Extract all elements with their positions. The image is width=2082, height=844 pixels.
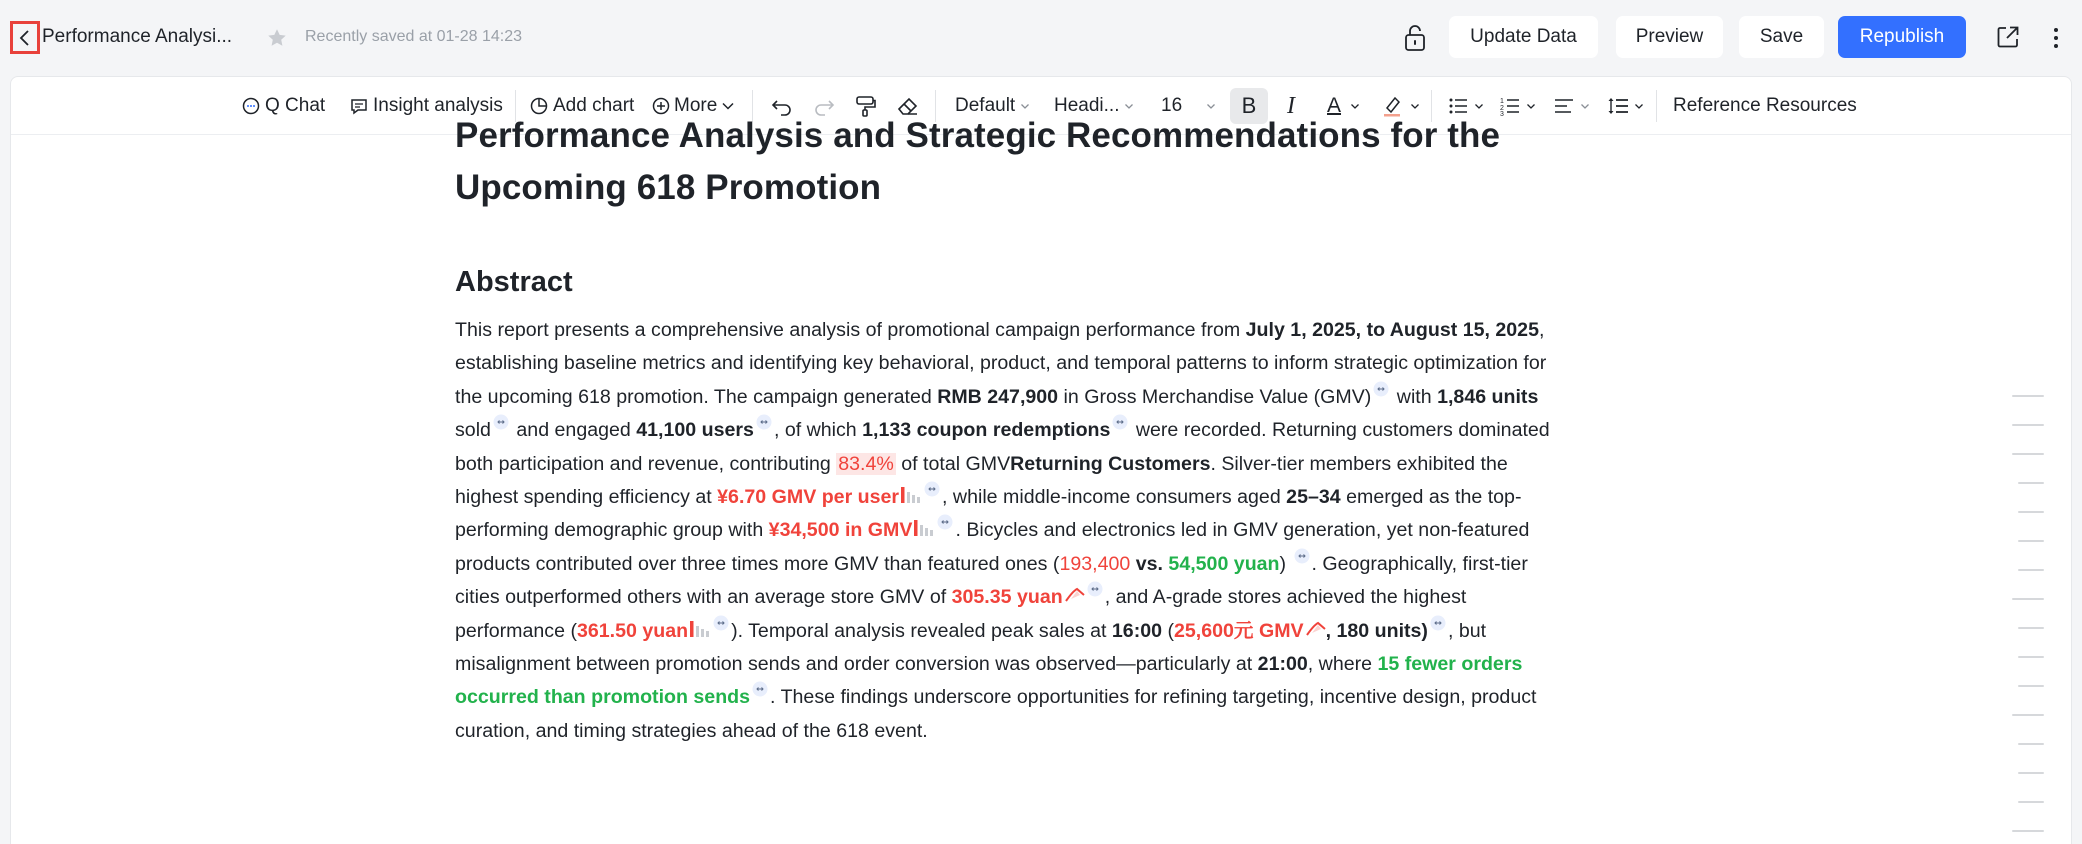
text-run: This report presents a comprehensive analysis of promotional campaign performance from bbox=[455, 319, 1246, 341]
outline-marker[interactable] bbox=[2018, 743, 2044, 745]
save-button[interactable]: Save bbox=[1739, 16, 1824, 58]
text-run: ). Temporal analysis revealed peak sales at bbox=[731, 619, 1112, 642]
red-metric: 25,600元 GMV bbox=[1174, 619, 1304, 642]
abstract-paragraph[interactable] bbox=[455, 314, 1565, 748]
lock-icon[interactable] bbox=[1401, 23, 1429, 53]
red-metric: ¥6.70 GMV per user bbox=[717, 486, 900, 509]
red-metric: 361.50 yuan bbox=[576, 619, 689, 642]
bold-run: vs. bbox=[1130, 552, 1169, 575]
svg-text:1: 1 bbox=[1500, 98, 1504, 105]
bar-chart-icon bbox=[900, 485, 922, 505]
bold-run: 1,133 coupon redemptions bbox=[862, 419, 1111, 442]
outline-marker[interactable] bbox=[2012, 598, 2044, 600]
outline-marker[interactable] bbox=[2012, 830, 2044, 832]
text-run: emerged as the top-performing demographic group with bbox=[455, 486, 1522, 542]
preview-button[interactable]: Preview bbox=[1616, 16, 1723, 58]
q-chat-button[interactable] bbox=[241, 93, 325, 119]
data-link-icon[interactable] bbox=[493, 414, 509, 430]
bar-chart-icon bbox=[689, 619, 711, 639]
text-run: . These findings underscore opportunities for refining targeting, incentive design, product curation, and timing strategies ahead of the 618 event. bbox=[455, 686, 1537, 742]
line-spacing-icon bbox=[1607, 95, 1629, 117]
text-run: , establishing baseline metrics and identifying key behavioral, product, and temporal patterns to inform strategic optimization for the upcoming 618 promotion. The campaign generated bbox=[455, 319, 1547, 408]
outline-marker[interactable] bbox=[2012, 714, 2044, 716]
document-heading[interactable]: Performance Analysis and Strategic Recommendations for the Upcoming 618 Promotion bbox=[455, 116, 1501, 207]
document-title[interactable]: Performance Analysi... bbox=[42, 26, 233, 47]
text-run: , where bbox=[1307, 653, 1378, 676]
update-data-button[interactable]: Update Data bbox=[1449, 16, 1598, 58]
outline-marker[interactable] bbox=[2018, 656, 2044, 658]
text-run: , while middle-income consumers aged bbox=[942, 486, 1287, 509]
bold-run: July 1, 2025, to August 15, 2025 bbox=[1245, 319, 1539, 341]
text-run: ( bbox=[1162, 619, 1174, 642]
data-link-icon[interactable] bbox=[713, 615, 729, 631]
text-run: . Geographically, first-tier cities outperformed others with an average store GMV of bbox=[455, 552, 1528, 609]
bold-run: 1,846 units bbox=[1437, 385, 1539, 408]
svg-text:3: 3 bbox=[1500, 111, 1504, 117]
outline-marker[interactable] bbox=[2018, 772, 2044, 774]
data-link-icon[interactable] bbox=[1294, 548, 1310, 564]
more-label: More bbox=[674, 95, 718, 116]
document-content[interactable] bbox=[455, 110, 1565, 748]
bold-glyph: B bbox=[1241, 93, 1257, 118]
text-run: . Bicycles and electronics led in GMV generation, yet non-featured products contributed over three times more GMV than featured ones ( bbox=[455, 519, 1530, 575]
red-metric: 193,400 bbox=[1059, 552, 1131, 575]
font-size-value: 16 bbox=[1161, 95, 1183, 116]
data-link-icon[interactable] bbox=[1087, 581, 1103, 597]
data-link-icon[interactable] bbox=[924, 481, 940, 497]
text-run: sold bbox=[455, 419, 491, 442]
document-outline-navigator[interactable] bbox=[2004, 395, 2044, 815]
italic-glyph: I bbox=[1287, 92, 1295, 119]
bold-run: 21:00 bbox=[1257, 653, 1308, 676]
data-link-icon[interactable] bbox=[1112, 414, 1128, 430]
outline-marker[interactable] bbox=[2012, 395, 2044, 397]
toolbar-divider bbox=[1656, 90, 1657, 122]
outline-marker[interactable] bbox=[2018, 482, 2044, 484]
outline-marker[interactable] bbox=[2012, 453, 2044, 455]
save-status: Recently saved at 01-28 14:23 bbox=[305, 28, 523, 45]
text-run: . Silver-tier members exhibited the highest spending efficiency at bbox=[455, 452, 1508, 509]
bar-chart-icon bbox=[913, 518, 935, 538]
red-metric: ¥34,500 in GMV bbox=[768, 519, 913, 542]
text-run: ) bbox=[1279, 552, 1287, 575]
data-link-icon[interactable] bbox=[756, 414, 772, 430]
outline-marker[interactable] bbox=[2018, 627, 2044, 629]
text-run: in Gross Merchandise Value (GMV) bbox=[1058, 385, 1372, 408]
green-metric: 15 fewer orders occurred than promotion sends bbox=[455, 653, 1523, 709]
green-metric: 54,500 yuan bbox=[1168, 552, 1280, 575]
more-vertical-icon[interactable] bbox=[2048, 24, 2064, 52]
outline-marker[interactable] bbox=[2018, 685, 2044, 687]
bold-run: 41,100 users bbox=[636, 419, 754, 442]
bold-run: 16:00 bbox=[1111, 619, 1163, 642]
svg-text:2: 2 bbox=[1500, 105, 1504, 112]
text-run: and engaged bbox=[510, 419, 637, 442]
outline-marker[interactable] bbox=[2018, 511, 2044, 513]
font-family-value: Default bbox=[955, 95, 1016, 116]
outline-marker[interactable] bbox=[2018, 540, 2044, 542]
data-link-icon[interactable] bbox=[1430, 615, 1446, 631]
bold-run: , 180 units) bbox=[1325, 619, 1428, 642]
chat-bubble-icon bbox=[241, 96, 261, 116]
star-icon[interactable] bbox=[266, 27, 288, 49]
republish-button[interactable]: Republish bbox=[1838, 16, 1966, 58]
share-icon[interactable] bbox=[1995, 24, 2021, 50]
trend-up-icon bbox=[1065, 587, 1085, 603]
bold-run: Returning Customers bbox=[1010, 452, 1211, 475]
text-run: of total GMV bbox=[895, 452, 1011, 475]
q-chat-label: Q Chat bbox=[265, 95, 326, 116]
data-link-icon[interactable] bbox=[937, 514, 953, 530]
block-style-value: Headi... bbox=[1054, 95, 1120, 116]
chevron-down-icon bbox=[1579, 100, 1591, 112]
top-bar bbox=[0, 0, 2082, 74]
insight-analysis-label: Insight analysis bbox=[373, 95, 503, 116]
text-run: with bbox=[1391, 385, 1438, 408]
outline-marker[interactable] bbox=[2012, 424, 2044, 426]
text-run: , of which bbox=[773, 419, 863, 442]
bold-run: RMB 247,900 bbox=[937, 385, 1059, 408]
data-link-icon[interactable] bbox=[1373, 381, 1389, 397]
text-run: , and A-grade stores achieved the highest performance ( bbox=[455, 586, 1467, 642]
back-button[interactable] bbox=[10, 21, 40, 54]
reference-resources-button[interactable]: Reference Resources bbox=[1673, 95, 1857, 116]
comment-icon bbox=[349, 96, 369, 116]
outline-marker[interactable] bbox=[2018, 569, 2044, 571]
font-color-glyph: A bbox=[1327, 94, 1342, 117]
trend-up-icon bbox=[1306, 621, 1326, 637]
text-run: were recorded. Returning customers dominated both participation and revenue, contributing bbox=[455, 419, 1550, 475]
line-spacing-button[interactable] bbox=[1607, 93, 1645, 119]
chevron-left-icon bbox=[17, 29, 33, 47]
chevron-down-icon bbox=[1633, 100, 1645, 112]
outline-marker[interactable] bbox=[2018, 801, 2044, 803]
bold-run: 25–34 bbox=[1286, 486, 1341, 509]
section-heading-abstract[interactable]: Abstract bbox=[455, 266, 573, 298]
text-run: , but misalignment between promotion sends and order conversion was observed—particularly at bbox=[455, 619, 1487, 676]
red-metric: 305.35 yuan bbox=[951, 586, 1063, 609]
highlighted-metric: 83.4% bbox=[838, 452, 894, 475]
data-link-icon[interactable] bbox=[752, 681, 768, 697]
add-chart-label: Add chart bbox=[553, 95, 635, 116]
